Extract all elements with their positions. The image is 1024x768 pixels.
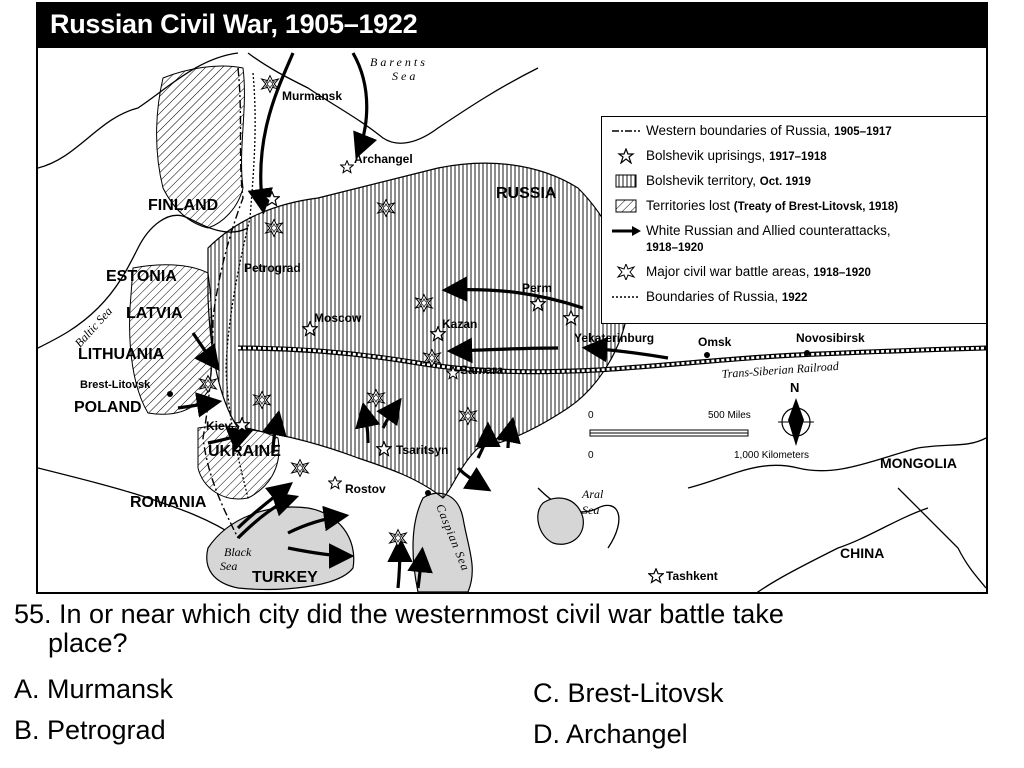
label-novosibirsk: Novosibirsk [796, 331, 865, 345]
label-china: CHINA [840, 545, 885, 561]
legend-item-territories-lost [610, 198, 988, 215]
legend-text: Major civil war battle areas, [646, 264, 810, 279]
dotted-line-icon [610, 289, 642, 305]
diagonal-hatch-icon [610, 198, 642, 214]
battle-burst-icon-donbas [292, 460, 309, 477]
question-line-1: 55. In or near which city did the westernmost civil war battle take [14, 599, 784, 629]
scale-miles-label: 500 Miles [708, 410, 751, 421]
aral-sea [538, 498, 584, 544]
legend-years: 1922 [781, 292, 808, 304]
scale-zero-miles: 0 [588, 410, 594, 421]
choice-b[interactable]: B. Petrograd [14, 715, 166, 745]
label-aral-sea-2: Sea [582, 503, 600, 517]
label-petrograd: Petrograd [244, 261, 301, 275]
map-title: Russian Civil War, 1905–1922 [50, 9, 418, 39]
legend-text: Western boundaries of Russia, [646, 123, 831, 138]
label-poland: POLAND [74, 399, 142, 416]
legend-item-battle-areas [610, 264, 988, 281]
label-latvia: LATVIA [126, 305, 183, 322]
legend-text: Territories lost [646, 198, 731, 213]
vertical-hatch-icon [610, 173, 642, 189]
battle-burst-icon-caucasus [390, 530, 407, 547]
label-black-sea-1: Black [224, 545, 252, 559]
label-barents-sea-2: Sea [392, 69, 419, 83]
scale-km-label: 1,000 Kilometers [734, 450, 810, 461]
question-line-2: place? [48, 628, 128, 658]
label-murmansk: Murmansk [282, 89, 343, 103]
label-turkey: TURKEY [252, 569, 318, 586]
legend-years: 1918–1920 [813, 267, 871, 279]
label-archangel: Archangel [354, 152, 413, 166]
choice-a[interactable]: A. Murmansk [14, 674, 174, 704]
legend-item-western-boundary [610, 123, 988, 140]
burst-icon [610, 264, 642, 280]
arrow-icon [610, 223, 642, 239]
uprising-star-icon-petrograd [265, 192, 279, 206]
uprising-star-icon-archangel [341, 161, 354, 173]
uprising-star-icon-tashkent [649, 569, 663, 583]
city-dot-novosibirsk [804, 350, 810, 356]
legend-text: Bolshevik uprisings, [646, 148, 766, 163]
label-ukraine: UKRAINE [208, 443, 281, 460]
label-rostov: Rostov [345, 482, 386, 496]
label-mongolia: MONGOLIA [880, 455, 957, 471]
label-samara: Samara [460, 363, 504, 377]
label-caspian-sea: Caspian Sea [433, 501, 473, 574]
label-perm: Perm [522, 281, 553, 295]
star-outline-icon [610, 148, 642, 164]
label-yekaterinburg: Yekaterinburg [574, 331, 655, 345]
city-dot-brest-litovsk [167, 391, 173, 397]
battle-burst-icon-murmansk [262, 76, 279, 93]
label-barents-sea-1: Barents [370, 55, 428, 69]
legend-years: 1917–1918 [769, 151, 827, 163]
map-figure [36, 2, 988, 594]
uprising-star-icon-rostov [329, 477, 342, 489]
scale-bar [588, 410, 809, 461]
label-omsk: Omsk [698, 335, 732, 349]
label-russia: RUSSIA [496, 185, 557, 202]
label-kazan: Kazan [442, 317, 478, 331]
label-baltic-sea: Baltic Sea [71, 304, 116, 351]
label-kiev: Kiev [206, 419, 232, 433]
legend-item-bolshevik-uprisings [610, 148, 988, 165]
scale-zero-km: 0 [588, 450, 594, 461]
question-text [14, 600, 1004, 658]
legend-years: 1905–1917 [834, 126, 892, 138]
label-railroad: Trans-Siberian Railroad [721, 358, 840, 381]
label-tashkent: Tashkent [666, 569, 718, 583]
label-brest-litovsk: Brest-Litovsk [80, 379, 151, 391]
compass-north-label: N [790, 380, 800, 395]
legend-text: White Russian and Allied counterattacks, [646, 223, 891, 238]
map-legend [601, 116, 988, 324]
label-lithuania: LITHUANIA [78, 346, 165, 363]
label-estonia: ESTONIA [106, 268, 177, 285]
label-black-sea-2: Sea [220, 559, 238, 573]
label-aral-sea-1: Aral [582, 487, 604, 501]
legend-item-bolshevik-territory [610, 173, 988, 190]
city-dot-caspian [425, 490, 431, 496]
legend-item-counterattacks [610, 223, 988, 256]
legend-years: Oct. 1919 [759, 176, 811, 188]
legend-item-boundaries-1922 [610, 289, 988, 306]
choice-c[interactable]: C. Brest-Litovsk [533, 678, 724, 708]
city-dot-omsk [704, 352, 710, 358]
label-tsaritsyn: Tsaritsyn [396, 443, 449, 457]
label-moscow: Moscow [314, 311, 362, 325]
legend-text: Bolshevik territory, [646, 173, 757, 188]
legend-years: (Treaty of Brest-Litovsk, 1918) [733, 201, 899, 213]
dash-dot-line-icon [610, 123, 642, 139]
label-finland: FINLAND [148, 197, 219, 214]
map-title-bar [38, 4, 986, 48]
compass-rose-icon [778, 380, 814, 446]
legend-text: Boundaries of Russia, [646, 289, 779, 304]
label-romania: ROMANIA [130, 494, 207, 511]
legend-years: 1918–1920 [646, 242, 704, 254]
choice-d[interactable]: D. Archangel [533, 719, 688, 749]
